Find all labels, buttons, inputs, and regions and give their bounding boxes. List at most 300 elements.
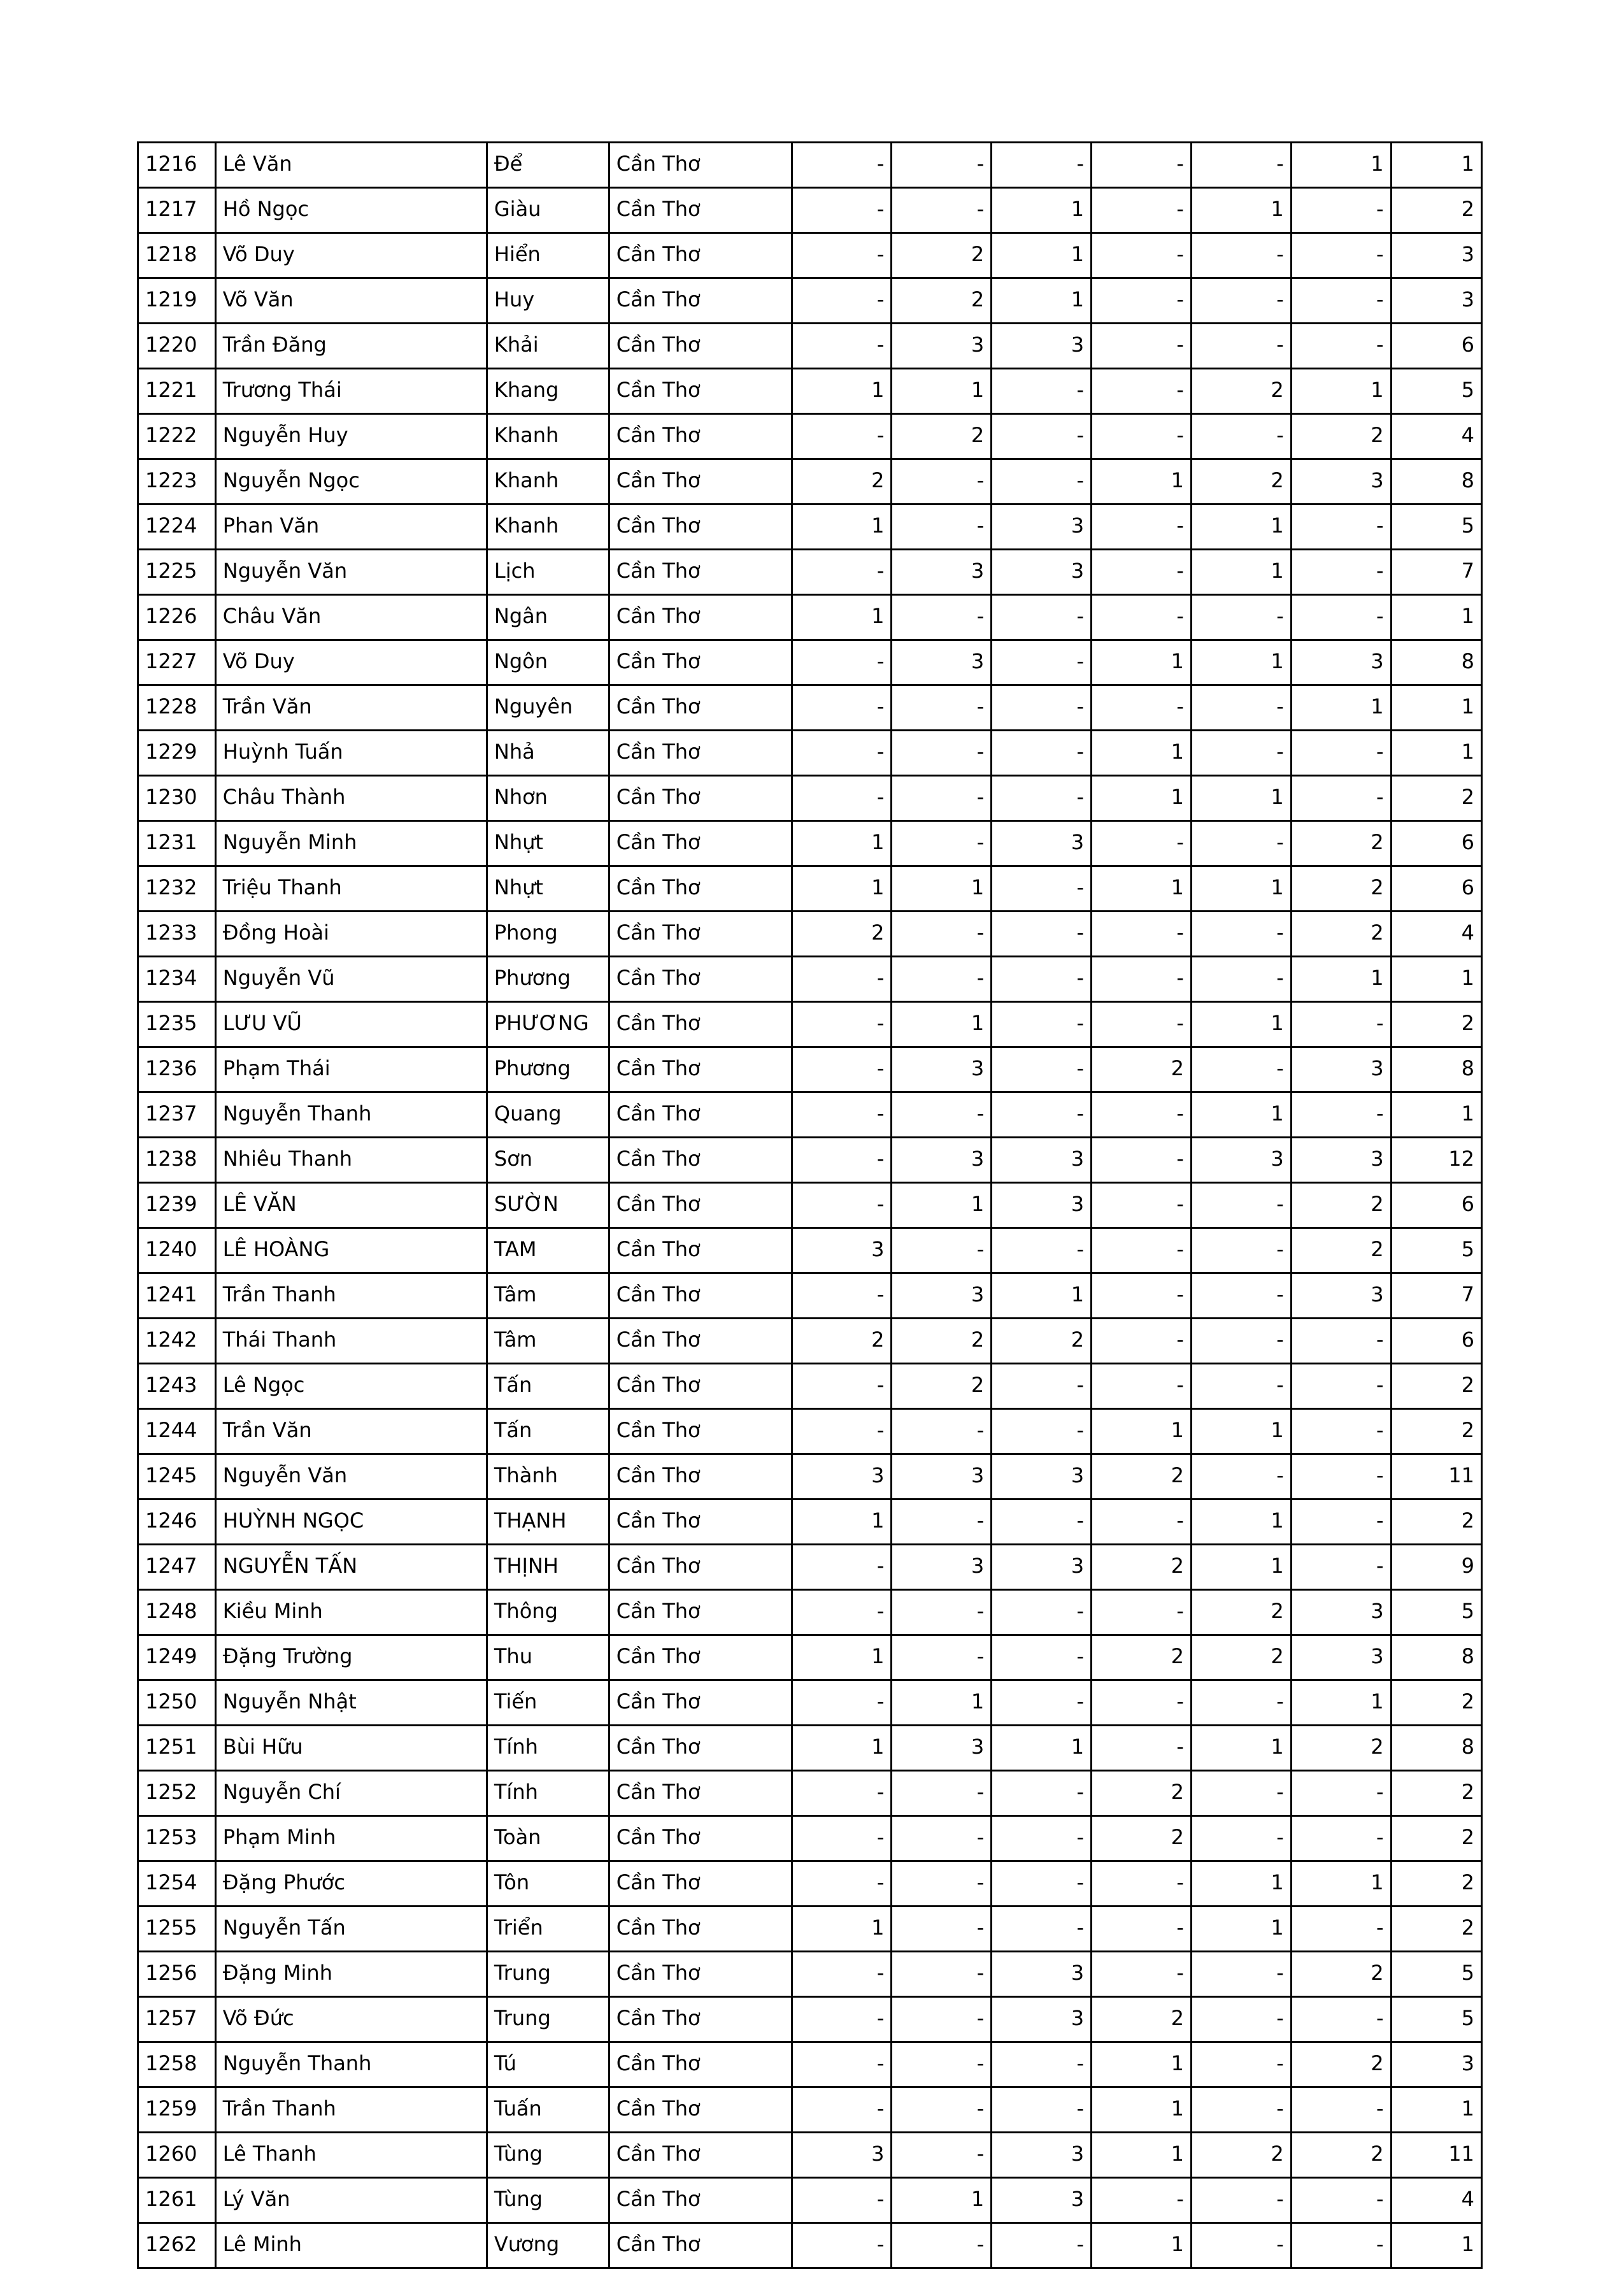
cell-total: 5 xyxy=(1391,369,1481,414)
cell-value-4: 1 xyxy=(1092,640,1192,685)
cell-value-4: - xyxy=(1092,1726,1192,1771)
cell-total: 6 xyxy=(1391,821,1481,866)
table-row xyxy=(138,1500,1482,1545)
table-row xyxy=(138,278,1482,324)
cell-value-2: - xyxy=(892,1092,992,1138)
cell-city: Cần Thơ xyxy=(609,2178,792,2223)
table-row xyxy=(138,233,1482,278)
cell-value-2: - xyxy=(892,912,992,957)
cell-total: 9 xyxy=(1391,1545,1481,1590)
cell-total: 8 xyxy=(1391,459,1481,505)
cell-value-2: 2 xyxy=(892,414,992,459)
cell-value-2: 1 xyxy=(892,866,992,912)
cell-value-1: - xyxy=(792,1409,892,1454)
table-row xyxy=(138,2178,1482,2223)
cell-value-6: - xyxy=(1291,188,1391,233)
cell-first-name: Trần Đăng xyxy=(215,324,487,369)
cell-value-5: 1 xyxy=(1191,188,1291,233)
table-row xyxy=(138,1907,1482,1952)
table-row xyxy=(138,1047,1482,1092)
cell-id: 1257 xyxy=(138,1997,216,2042)
cell-value-2: 3 xyxy=(892,1726,992,1771)
cell-value-6: - xyxy=(1291,1409,1391,1454)
cell-value-3: 2 xyxy=(992,1319,1092,1364)
cell-first-name: Lý Văn xyxy=(215,2178,487,2223)
cell-city: Cần Thơ xyxy=(609,1138,792,1183)
cell-value-3: 3 xyxy=(992,324,1092,369)
cell-last-name: Nhả xyxy=(487,731,609,776)
cell-value-4: - xyxy=(1092,1273,1192,1319)
cell-id: 1217 xyxy=(138,188,216,233)
table-row xyxy=(138,1138,1482,1183)
cell-id: 1262 xyxy=(138,2223,216,2268)
cell-value-4: - xyxy=(1092,1092,1192,1138)
cell-city: Cần Thơ xyxy=(609,1500,792,1545)
cell-value-3: - xyxy=(992,776,1092,821)
cell-last-name: Triển xyxy=(487,1907,609,1952)
cell-value-6: - xyxy=(1291,2223,1391,2268)
cell-total: 3 xyxy=(1391,2042,1481,2087)
cell-first-name: Trần Thanh xyxy=(215,2087,487,2133)
cell-id: 1236 xyxy=(138,1047,216,1092)
cell-value-4: - xyxy=(1092,1861,1192,1907)
cell-last-name: Khanh xyxy=(487,505,609,550)
cell-value-2: - xyxy=(892,505,992,550)
cell-value-2: 3 xyxy=(892,1545,992,1590)
cell-value-6: 1 xyxy=(1291,957,1391,1002)
cell-last-name: Trung xyxy=(487,1997,609,2042)
cell-value-1: - xyxy=(792,1273,892,1319)
cell-value-5: - xyxy=(1191,1183,1291,1228)
cell-value-3: 3 xyxy=(992,821,1092,866)
cell-total: 2 xyxy=(1391,188,1481,233)
cell-city: Cần Thơ xyxy=(609,1002,792,1047)
cell-city: Cần Thơ xyxy=(609,2042,792,2087)
table-row xyxy=(138,1680,1482,1726)
table-row xyxy=(138,1771,1482,1816)
cell-value-5: - xyxy=(1191,821,1291,866)
cell-value-5: 1 xyxy=(1191,1092,1291,1138)
cell-first-name: Lê Thanh xyxy=(215,2133,487,2178)
cell-value-2: 1 xyxy=(892,1183,992,1228)
cell-total: 2 xyxy=(1391,1680,1481,1726)
cell-value-2: - xyxy=(892,1590,992,1635)
cell-value-3: 3 xyxy=(992,2133,1092,2178)
cell-value-5: - xyxy=(1191,278,1291,324)
cell-value-6: 2 xyxy=(1291,414,1391,459)
cell-value-6: 1 xyxy=(1291,1680,1391,1726)
table-row xyxy=(138,1997,1482,2042)
cell-first-name: Nguyễn Thanh xyxy=(215,1092,487,1138)
cell-value-4: - xyxy=(1092,1002,1192,1047)
cell-total: 1 xyxy=(1391,595,1481,640)
cell-first-name: HUỲNH NGỌC xyxy=(215,1500,487,1545)
cell-city: Cần Thơ xyxy=(609,1183,792,1228)
cell-value-2: 3 xyxy=(892,550,992,595)
cell-value-5: - xyxy=(1191,1997,1291,2042)
cell-value-2: 3 xyxy=(892,640,992,685)
cell-id: 1246 xyxy=(138,1500,216,1545)
cell-value-1: - xyxy=(792,1590,892,1635)
cell-first-name: Trần Văn xyxy=(215,685,487,731)
cell-value-1: 3 xyxy=(792,1228,892,1273)
cell-value-1: - xyxy=(792,414,892,459)
cell-value-4: 1 xyxy=(1092,459,1192,505)
cell-total: 2 xyxy=(1391,776,1481,821)
cell-value-6: 2 xyxy=(1291,866,1391,912)
cell-value-4: 2 xyxy=(1092,1997,1192,2042)
cell-total: 8 xyxy=(1391,1726,1481,1771)
cell-first-name: Phạm Minh xyxy=(215,1816,487,1861)
cell-total: 6 xyxy=(1391,1319,1481,1364)
cell-last-name: Tú xyxy=(487,2042,609,2087)
cell-last-name: THỊNH xyxy=(487,1545,609,1590)
cell-city: Cần Thơ xyxy=(609,1454,792,1500)
cell-id: 1251 xyxy=(138,1726,216,1771)
cell-value-3: - xyxy=(992,1590,1092,1635)
cell-value-4: - xyxy=(1092,1500,1192,1545)
cell-value-2: 1 xyxy=(892,369,992,414)
cell-last-name: Tấn xyxy=(487,1364,609,1409)
table-row xyxy=(138,1092,1482,1138)
cell-total: 1 xyxy=(1391,957,1481,1002)
cell-total: 11 xyxy=(1391,1454,1481,1500)
cell-value-2: 2 xyxy=(892,1364,992,1409)
cell-value-1: - xyxy=(792,324,892,369)
cell-value-5: - xyxy=(1191,957,1291,1002)
table-row xyxy=(138,1454,1482,1500)
table-row xyxy=(138,1319,1482,1364)
cell-first-name: Đồng Hoài xyxy=(215,912,487,957)
cell-value-6: - xyxy=(1291,278,1391,324)
cell-first-name: Võ Duy xyxy=(215,233,487,278)
cell-value-2: - xyxy=(892,2223,992,2268)
cell-total: 4 xyxy=(1391,414,1481,459)
cell-city: Cần Thơ xyxy=(609,369,792,414)
table-row xyxy=(138,2223,1482,2268)
cell-city: Cần Thơ xyxy=(609,278,792,324)
cell-value-1: - xyxy=(792,2087,892,2133)
cell-value-6: 2 xyxy=(1291,1228,1391,1273)
cell-id: 1233 xyxy=(138,912,216,957)
cell-last-name: Ngân xyxy=(487,595,609,640)
cell-value-4: - xyxy=(1092,1138,1192,1183)
cell-id: 1252 xyxy=(138,1771,216,1816)
cell-city: Cần Thơ xyxy=(609,1364,792,1409)
table-row xyxy=(138,1273,1482,1319)
cell-value-3: - xyxy=(992,595,1092,640)
table-row xyxy=(138,1726,1482,1771)
cell-value-3: 3 xyxy=(992,1997,1092,2042)
cell-total: 7 xyxy=(1391,550,1481,595)
cell-first-name: LÊ HOÀNG xyxy=(215,1228,487,1273)
cell-id: 1224 xyxy=(138,505,216,550)
cell-first-name: Đặng Trường xyxy=(215,1635,487,1680)
cell-last-name: Nguyên xyxy=(487,685,609,731)
cell-id: 1221 xyxy=(138,369,216,414)
table-row xyxy=(138,595,1482,640)
cell-value-6: 2 xyxy=(1291,1183,1391,1228)
cell-city: Cần Thơ xyxy=(609,550,792,595)
cell-last-name: Tiến xyxy=(487,1680,609,1726)
cell-total: 6 xyxy=(1391,866,1481,912)
cell-city: Cần Thơ xyxy=(609,685,792,731)
cell-value-5: 1 xyxy=(1191,505,1291,550)
cell-first-name: Nguyễn Thanh xyxy=(215,2042,487,2087)
cell-value-6: - xyxy=(1291,776,1391,821)
cell-value-6: 1 xyxy=(1291,369,1391,414)
table-row xyxy=(138,1409,1482,1454)
cell-city: Cần Thơ xyxy=(609,912,792,957)
cell-last-name: Nhựt xyxy=(487,821,609,866)
cell-first-name: Nguyễn Chí xyxy=(215,1771,487,1816)
cell-first-name: Nguyễn Nhật xyxy=(215,1680,487,1726)
data-table xyxy=(137,141,1483,2269)
cell-value-2: - xyxy=(892,821,992,866)
table-row xyxy=(138,685,1482,731)
cell-total: 2 xyxy=(1391,1409,1481,1454)
cell-value-2: - xyxy=(892,1816,992,1861)
cell-value-6: - xyxy=(1291,731,1391,776)
cell-value-6: - xyxy=(1291,1454,1391,1500)
cell-first-name: Phạm Thái xyxy=(215,1047,487,1092)
cell-value-3: 3 xyxy=(992,1138,1092,1183)
cell-city: Cần Thơ xyxy=(609,957,792,1002)
cell-id: 1240 xyxy=(138,1228,216,1273)
cell-total: 5 xyxy=(1391,1590,1481,1635)
cell-value-3: 1 xyxy=(992,188,1092,233)
cell-value-4: - xyxy=(1092,912,1192,957)
table-row xyxy=(138,550,1482,595)
cell-value-5: - xyxy=(1191,1816,1291,1861)
cell-city: Cần Thơ xyxy=(609,1771,792,1816)
cell-value-6: 3 xyxy=(1291,1273,1391,1319)
cell-first-name: Nhiêu Thanh xyxy=(215,1138,487,1183)
cell-id: 1247 xyxy=(138,1545,216,1590)
cell-value-6: 2 xyxy=(1291,1952,1391,1997)
cell-id: 1216 xyxy=(138,143,216,188)
cell-city: Cần Thơ xyxy=(609,233,792,278)
cell-value-5: 1 xyxy=(1191,1545,1291,1590)
cell-city: Cần Thơ xyxy=(609,731,792,776)
cell-value-5: - xyxy=(1191,324,1291,369)
cell-id: 1232 xyxy=(138,866,216,912)
cell-last-name: Sơn xyxy=(487,1138,609,1183)
cell-value-2: - xyxy=(892,2133,992,2178)
table-row xyxy=(138,866,1482,912)
cell-value-6: 3 xyxy=(1291,1047,1391,1092)
cell-value-4: 2 xyxy=(1092,1047,1192,1092)
table-row xyxy=(138,2042,1482,2087)
cell-last-name: SƯỜN xyxy=(487,1183,609,1228)
cell-value-6: - xyxy=(1291,2087,1391,2133)
cell-value-2: 3 xyxy=(892,1454,992,1500)
cell-value-6: - xyxy=(1291,1816,1391,1861)
cell-value-4: - xyxy=(1092,595,1192,640)
cell-first-name: Võ Đức xyxy=(215,1997,487,2042)
cell-id: 1228 xyxy=(138,685,216,731)
cell-first-name: Trần Văn xyxy=(215,1409,487,1454)
cell-id: 1254 xyxy=(138,1861,216,1907)
cell-city: Cần Thơ xyxy=(609,776,792,821)
cell-first-name: Lê Ngọc xyxy=(215,1364,487,1409)
cell-value-5: 2 xyxy=(1191,2133,1291,2178)
cell-value-3: 3 xyxy=(992,1454,1092,1500)
cell-total: 4 xyxy=(1391,912,1481,957)
cell-value-4: - xyxy=(1092,550,1192,595)
cell-value-2: - xyxy=(892,1635,992,1680)
cell-last-name: Để xyxy=(487,143,609,188)
cell-total: 2 xyxy=(1391,1861,1481,1907)
table-row xyxy=(138,2087,1482,2133)
cell-id: 1222 xyxy=(138,414,216,459)
cell-value-5: - xyxy=(1191,143,1291,188)
table-row xyxy=(138,1183,1482,1228)
cell-value-4: 2 xyxy=(1092,1771,1192,1816)
cell-value-4: - xyxy=(1092,1680,1192,1726)
cell-value-6: 3 xyxy=(1291,1635,1391,1680)
cell-value-5: 1 xyxy=(1191,1726,1291,1771)
cell-value-2: 1 xyxy=(892,1680,992,1726)
cell-value-3: - xyxy=(992,1771,1092,1816)
cell-value-6: - xyxy=(1291,505,1391,550)
cell-id: 1220 xyxy=(138,324,216,369)
cell-value-1: - xyxy=(792,1952,892,1997)
cell-value-3: 3 xyxy=(992,505,1092,550)
cell-value-2: 3 xyxy=(892,1047,992,1092)
cell-value-1: 1 xyxy=(792,505,892,550)
table-row xyxy=(138,640,1482,685)
cell-value-5: - xyxy=(1191,2223,1291,2268)
cell-value-3: - xyxy=(992,731,1092,776)
cell-first-name: Lê Văn xyxy=(215,143,487,188)
cell-value-4: - xyxy=(1092,1228,1192,1273)
cell-id: 1242 xyxy=(138,1319,216,1364)
table-row xyxy=(138,1228,1482,1273)
cell-value-4: - xyxy=(1092,143,1192,188)
cell-value-6: - xyxy=(1291,1545,1391,1590)
table-row xyxy=(138,776,1482,821)
cell-value-1: 1 xyxy=(792,1500,892,1545)
cell-value-5: 1 xyxy=(1191,866,1291,912)
cell-last-name: TAM xyxy=(487,1228,609,1273)
cell-city: Cần Thơ xyxy=(609,2133,792,2178)
cell-total: 2 xyxy=(1391,1364,1481,1409)
cell-value-2: - xyxy=(892,1228,992,1273)
cell-total: 5 xyxy=(1391,1228,1481,1273)
cell-value-3: - xyxy=(992,1907,1092,1952)
cell-value-3: 1 xyxy=(992,233,1092,278)
cell-value-5: - xyxy=(1191,595,1291,640)
cell-value-3: 1 xyxy=(992,1726,1092,1771)
cell-last-name: Tùng xyxy=(487,2133,609,2178)
cell-last-name: Tấn xyxy=(487,1409,609,1454)
cell-first-name: Phan Văn xyxy=(215,505,487,550)
cell-last-name: Thông xyxy=(487,1590,609,1635)
cell-last-name: Trung xyxy=(487,1952,609,1997)
cell-first-name: Võ Duy xyxy=(215,640,487,685)
cell-value-6: - xyxy=(1291,1092,1391,1138)
cell-id: 1260 xyxy=(138,2133,216,2178)
cell-value-2: - xyxy=(892,1861,992,1907)
cell-value-4: - xyxy=(1092,1364,1192,1409)
cell-city: Cần Thơ xyxy=(609,1590,792,1635)
cell-id: 1229 xyxy=(138,731,216,776)
cell-first-name: Nguyễn Vũ xyxy=(215,957,487,1002)
cell-value-5: 1 xyxy=(1191,1907,1291,1952)
cell-value-5: - xyxy=(1191,1047,1291,1092)
cell-city: Cần Thơ xyxy=(609,414,792,459)
cell-city: Cần Thơ xyxy=(609,188,792,233)
table-row xyxy=(138,912,1482,957)
cell-value-6: 1 xyxy=(1291,143,1391,188)
cell-city: Cần Thơ xyxy=(609,1816,792,1861)
cell-value-4: - xyxy=(1092,369,1192,414)
table-row xyxy=(138,1590,1482,1635)
cell-value-3: 3 xyxy=(992,1545,1092,1590)
cell-value-3: 3 xyxy=(992,1183,1092,1228)
cell-value-1: 1 xyxy=(792,821,892,866)
cell-value-4: 1 xyxy=(1092,1409,1192,1454)
cell-value-4: - xyxy=(1092,188,1192,233)
cell-value-1: 3 xyxy=(792,1454,892,1500)
cell-value-1: - xyxy=(792,685,892,731)
cell-value-4: - xyxy=(1092,233,1192,278)
cell-value-5: 1 xyxy=(1191,1861,1291,1907)
cell-city: Cần Thơ xyxy=(609,1635,792,1680)
cell-value-1: 1 xyxy=(792,1907,892,1952)
cell-value-5: - xyxy=(1191,2042,1291,2087)
cell-id: 1258 xyxy=(138,2042,216,2087)
cell-value-3: - xyxy=(992,2223,1092,2268)
cell-id: 1225 xyxy=(138,550,216,595)
cell-total: 1 xyxy=(1391,2087,1481,2133)
cell-id: 1234 xyxy=(138,957,216,1002)
cell-value-2: 1 xyxy=(892,1002,992,1047)
cell-value-5: 1 xyxy=(1191,776,1291,821)
cell-id: 1256 xyxy=(138,1952,216,1997)
cell-id: 1238 xyxy=(138,1138,216,1183)
cell-value-2: - xyxy=(892,1500,992,1545)
cell-value-1: - xyxy=(792,1680,892,1726)
cell-value-4: - xyxy=(1092,1907,1192,1952)
cell-total: 2 xyxy=(1391,1500,1481,1545)
cell-value-1: 1 xyxy=(792,866,892,912)
cell-city: Cần Thơ xyxy=(609,1907,792,1952)
cell-value-4: 1 xyxy=(1092,2042,1192,2087)
cell-value-3: 3 xyxy=(992,2178,1092,2223)
cell-id: 1243 xyxy=(138,1364,216,1409)
cell-id: 1223 xyxy=(138,459,216,505)
cell-first-name: Kiều Minh xyxy=(215,1590,487,1635)
cell-value-5: 2 xyxy=(1191,459,1291,505)
cell-value-2: - xyxy=(892,1997,992,2042)
table-row xyxy=(138,2133,1482,2178)
cell-first-name: Hồ Ngọc xyxy=(215,188,487,233)
cell-value-4: 1 xyxy=(1092,866,1192,912)
cell-city: Cần Thơ xyxy=(609,2087,792,2133)
cell-value-5: - xyxy=(1191,1952,1291,1997)
cell-total: 1 xyxy=(1391,731,1481,776)
cell-value-3: - xyxy=(992,1364,1092,1409)
cell-first-name: Thái Thanh xyxy=(215,1319,487,1364)
cell-last-name: Nhựt xyxy=(487,866,609,912)
table-row xyxy=(138,1002,1482,1047)
cell-last-name: Nhơn xyxy=(487,776,609,821)
cell-first-name: Nguyễn Tấn xyxy=(215,1907,487,1952)
cell-id: 1244 xyxy=(138,1409,216,1454)
cell-city: Cần Thơ xyxy=(609,143,792,188)
